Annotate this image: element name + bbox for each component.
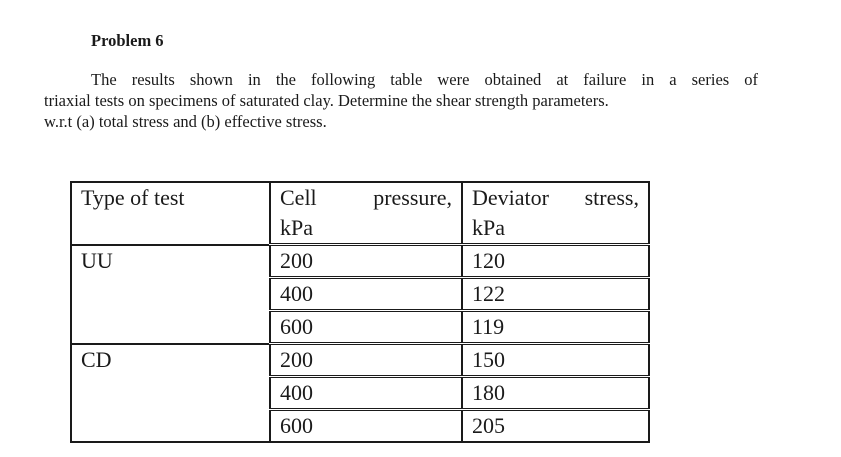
table-row (71, 344, 649, 377)
deviator-stress-value: 150 (462, 344, 649, 377)
test-type-uu: UU (71, 245, 270, 344)
header-deviator-stress-line2: kPa (472, 215, 505, 240)
statement-line-1: The results shown in the following table were obtained at failure in a series of (91, 70, 758, 89)
header-cell-pressure-line2: kPa (280, 215, 313, 240)
statement-line-2: triaxial tests on specimens of saturated clay. Determine the shear strength parameters. (44, 91, 609, 110)
deviator-stress-value: 119 (462, 311, 649, 344)
test-type-cd: CD (71, 344, 270, 443)
header-deviator-stress (462, 182, 649, 245)
table-header-row (71, 182, 649, 245)
cell-pressure-value: 400 (270, 377, 462, 410)
deviator-stress-value: 180 (462, 377, 649, 410)
problem-statement (44, 69, 758, 132)
cell-pressure-value: 400 (270, 278, 462, 311)
table-row (71, 245, 649, 278)
cell-pressure-value: 200 (270, 245, 462, 278)
problem-heading: Problem 6 (91, 31, 164, 50)
header-deviator-stress-line1: Deviator stress, (472, 185, 639, 210)
header-cell-pressure-line1: Cell pressure, (280, 185, 452, 210)
results-table (70, 181, 650, 443)
deviator-stress-value: 120 (462, 245, 649, 278)
cell-pressure-value: 600 (270, 410, 462, 443)
cell-pressure-value: 600 (270, 311, 462, 344)
header-cell-pressure (270, 182, 462, 245)
deviator-stress-value: 205 (462, 410, 649, 443)
header-type-of-test: Type of test (71, 182, 270, 245)
statement-line-3: w.r.t (a) total stress and (b) effective stress. (44, 112, 327, 131)
deviator-stress-value: 122 (462, 278, 649, 311)
cell-pressure-value: 200 (270, 344, 462, 377)
